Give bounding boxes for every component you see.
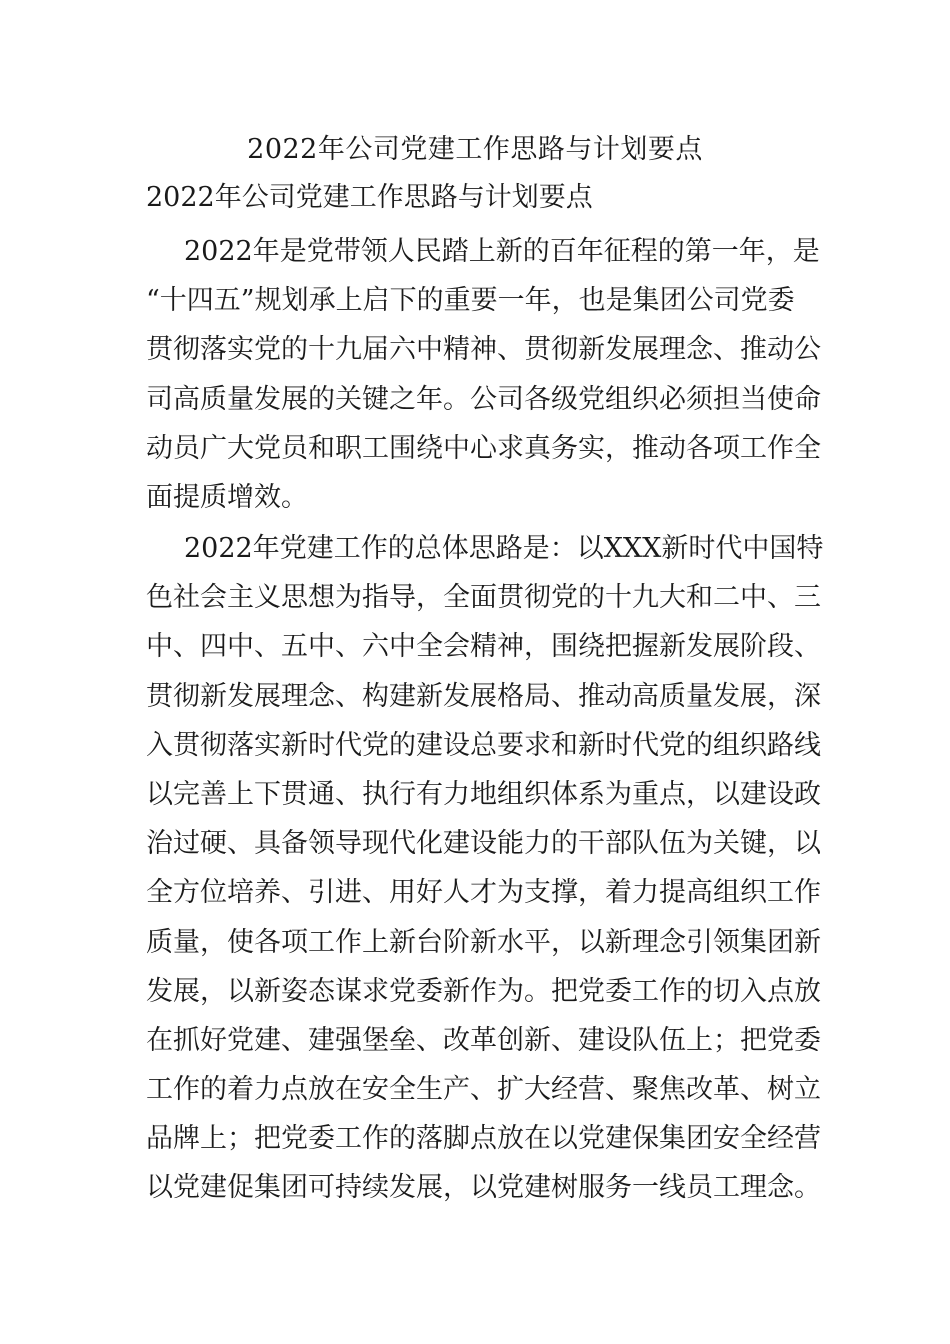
paragraph-line: 以党建促集团可持续发展，以党建树服务一线员工理念。 xyxy=(146,1172,821,1204)
document-subtitle: 2022年公司党建工作思路与计划要点 xyxy=(146,182,593,213)
paragraph-line: 司高质量发展的关键之年。公司各级党组织必须担当使命 xyxy=(146,383,821,415)
paragraph-line: 品牌上；把党委工作的落脚点放在以党建保集团安全经营 xyxy=(146,1123,821,1155)
paragraph-line: “十四五”规划承上启下的重要一年，也是集团公司党委 xyxy=(146,285,795,317)
paragraph-line: 发展，以新姿态谋求党委新作为。把党委工作的切入点放 xyxy=(146,975,821,1007)
paragraph-line: 全方位培养、引进、用好人才为支撑，着力提高组织工作 xyxy=(146,877,821,909)
paragraph-2 xyxy=(146,524,824,1213)
paragraph-line: 面提质增效。 xyxy=(146,481,308,513)
document-title: 2022年公司党建工作思路与计划要点 xyxy=(247,134,703,165)
paragraph-line: 中、四中、五中、六中全会精神，围绕把握新发展阶段、 xyxy=(146,631,821,663)
paragraph-line: 质量，使各项工作上新台阶新水平，以新理念引领集团新 xyxy=(146,926,821,958)
paragraph-line: 贯彻新发展理念、构建新发展格局、推动高质量发展，深 xyxy=(146,680,821,712)
paragraph-line: 动员广大党员和职工围绕中心求真务实，推动各项工作全 xyxy=(146,432,821,464)
paragraph-line: 贯彻落实党的十九届六中精神、贯彻新发展理念、推动公 xyxy=(146,334,821,366)
paragraph-line: 工作的着力点放在安全生产、扩大经营、聚焦改革、树立 xyxy=(146,1074,821,1106)
paragraph-line: 入贯彻落实新时代党的建设总要求和新时代党的组织路线 xyxy=(146,729,821,761)
paragraph-line: 2022年党建工作的总体思路是：以XXX新时代中国特 xyxy=(184,533,824,564)
paragraph-line: 治过硬、具备领导现代化建设能力的干部队伍为关键，以 xyxy=(146,828,821,860)
paragraph-line: 在抓好党建、建强堡垒、改革创新、建设队伍上；把党委 xyxy=(146,1024,821,1056)
paragraph-line: 以完善上下贯通、执行有力地组织体系为重点，以建设政 xyxy=(146,778,821,810)
paragraph-line: 色社会主义思想为指导，全面贯彻党的十九大和二中、三 xyxy=(146,582,821,614)
paragraph-line: 2022年是党带领人民踏上新的百年征程的第一年，是 xyxy=(184,236,820,267)
paragraph-1 xyxy=(146,227,821,522)
